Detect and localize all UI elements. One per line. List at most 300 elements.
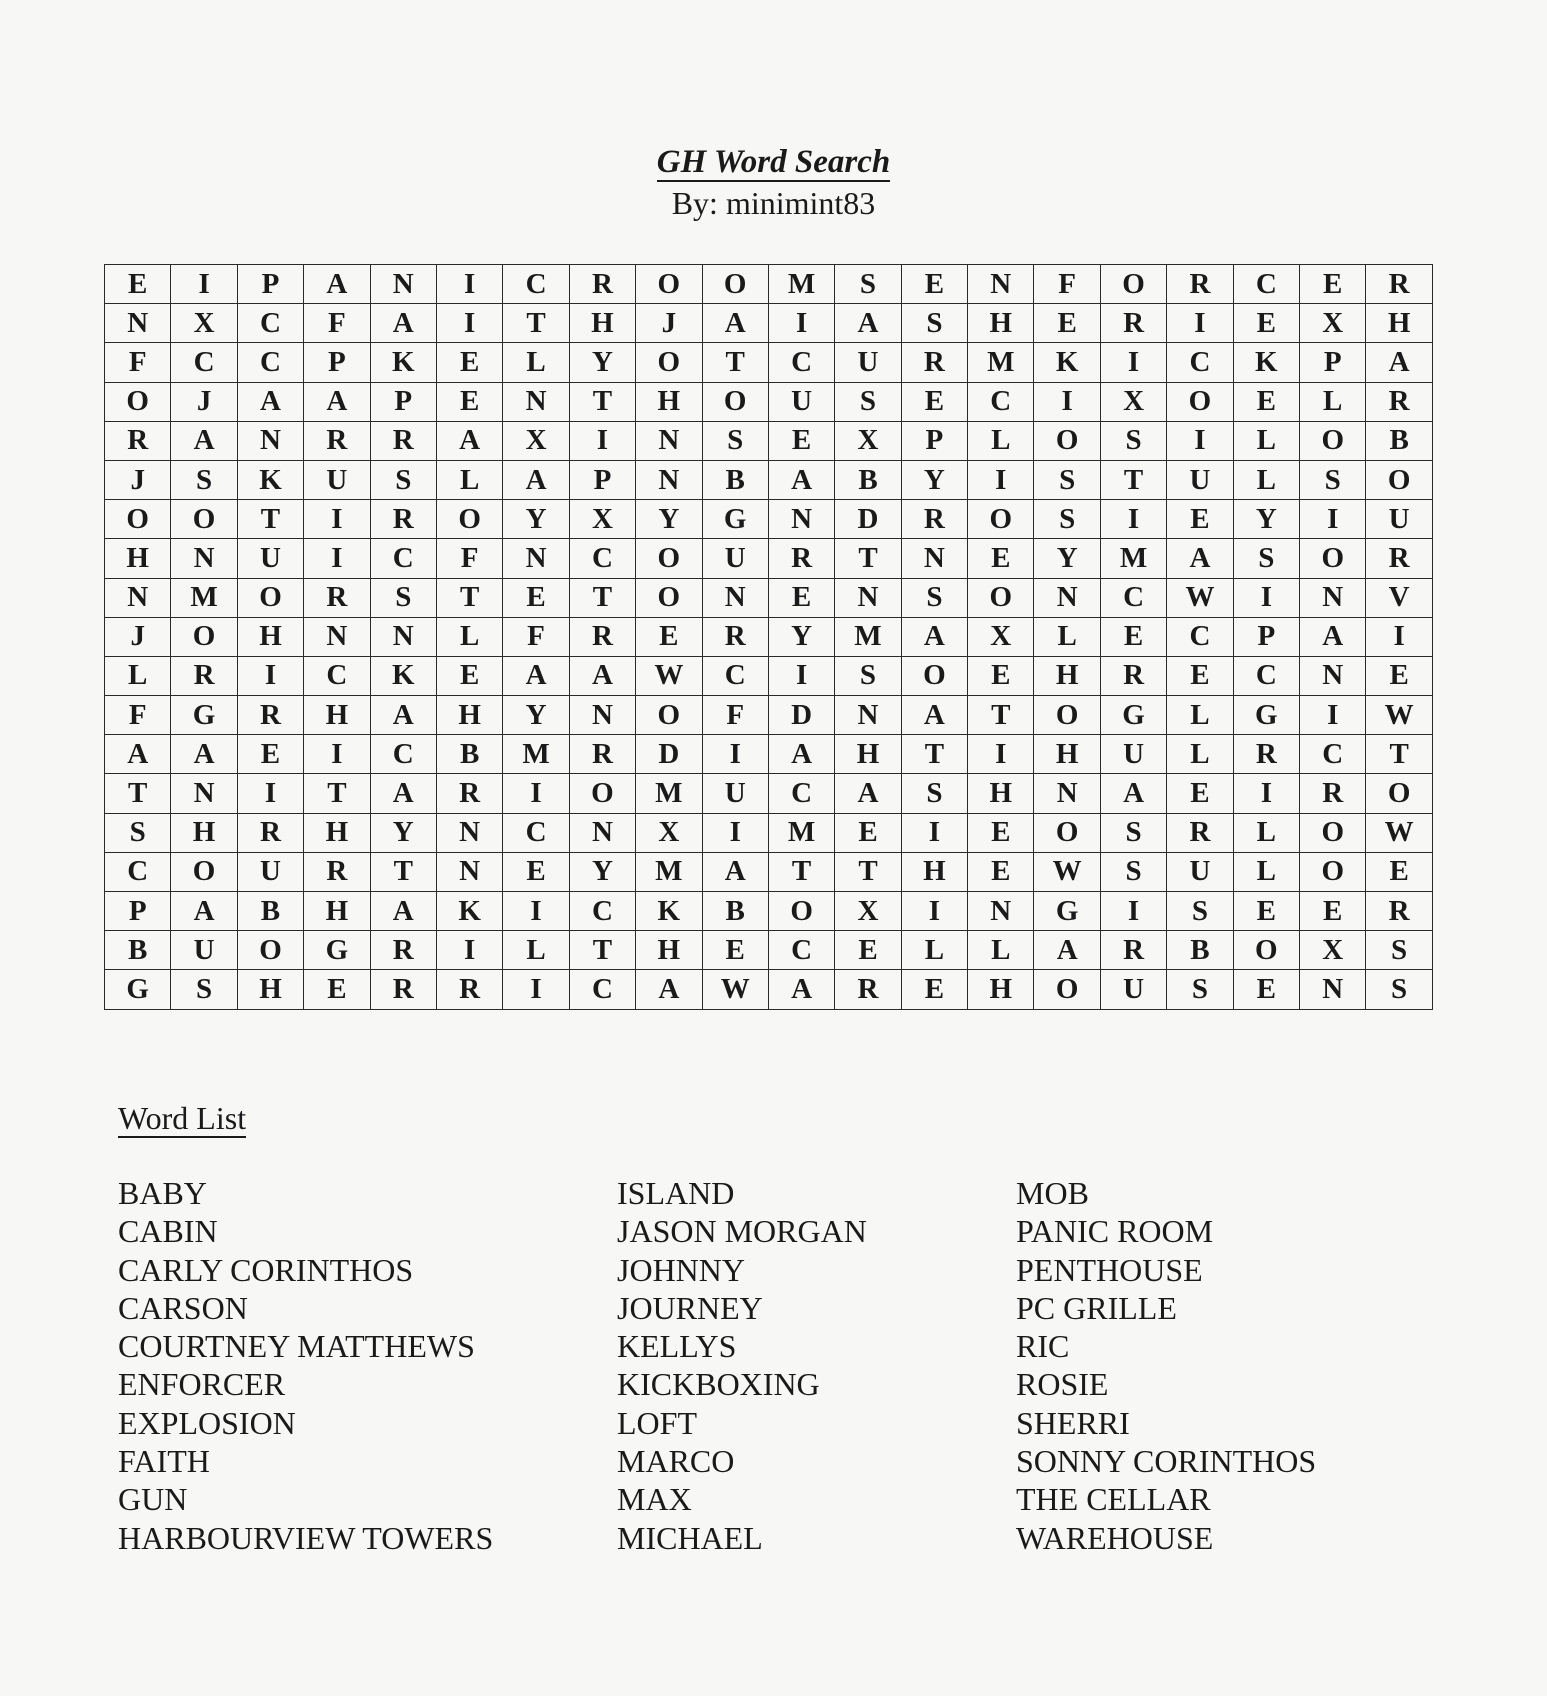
grid-cell: A: [636, 970, 702, 1009]
grid-cell: E: [1167, 774, 1233, 813]
grid-row: [105, 617, 1433, 656]
grid-cell: T: [503, 304, 569, 343]
grid-cell: O: [1167, 382, 1233, 421]
grid-cell: R: [304, 852, 370, 891]
grid-row: [105, 382, 1433, 421]
grid-cell: N: [1300, 970, 1366, 1009]
grid-cell: N: [901, 539, 967, 578]
grid-cell: I: [304, 539, 370, 578]
grid-cell: E: [768, 578, 834, 617]
grid-cell: C: [768, 931, 834, 970]
grid-cell: S: [171, 460, 237, 499]
grid-cell: U: [835, 343, 901, 382]
grid-cell: R: [436, 970, 502, 1009]
grid-row: [105, 892, 1433, 931]
word-list-item: MAX: [617, 1481, 692, 1518]
grid-cell: Y: [569, 852, 635, 891]
grid-cell: J: [171, 382, 237, 421]
grid-cell: S: [370, 578, 436, 617]
grid-cell: C: [237, 343, 303, 382]
grid-cell: N: [702, 578, 768, 617]
grid-cell: R: [370, 931, 436, 970]
grid-row: [105, 774, 1433, 813]
word-list-item: MARCO: [617, 1443, 735, 1480]
grid-cell: A: [1366, 343, 1432, 382]
word-list-item: PENTHOUSE: [1016, 1251, 1203, 1288]
grid-cell: D: [636, 735, 702, 774]
grid-cell: L: [1167, 696, 1233, 735]
grid-cell: R: [1100, 931, 1166, 970]
word-list-item: ISLAND: [617, 1175, 735, 1211]
grid-cell: C: [768, 343, 834, 382]
grid-cell: S: [1366, 931, 1432, 970]
grid-cell: N: [105, 578, 171, 617]
grid-cell: H: [237, 617, 303, 656]
grid-cell: I: [1300, 500, 1366, 539]
grid-cell: E: [768, 421, 834, 460]
grid-cell: J: [105, 617, 171, 656]
grid-cell: D: [768, 696, 834, 735]
grid-cell: H: [1034, 656, 1100, 695]
grid-cell: P: [304, 343, 370, 382]
grid-cell: X: [968, 617, 1034, 656]
grid-cell: R: [1366, 539, 1432, 578]
letter-grid-table: [104, 264, 1433, 1010]
grid-row: [105, 343, 1433, 382]
grid-cell: E: [237, 735, 303, 774]
grid-cell: R: [569, 265, 635, 304]
grid-row: [105, 735, 1433, 774]
grid-row: [105, 578, 1433, 617]
word-list-item: KICKBOXING: [617, 1366, 820, 1403]
grid-cell: E: [503, 852, 569, 891]
grid-cell: P: [237, 265, 303, 304]
grid-cell: C: [237, 304, 303, 343]
grid-cell: C: [569, 970, 635, 1009]
grid-cell: E: [702, 931, 768, 970]
grid-cell: E: [968, 539, 1034, 578]
grid-cell: E: [436, 656, 502, 695]
grid-cell: R: [569, 735, 635, 774]
grid-cell: H: [171, 813, 237, 852]
grid-cell: R: [1100, 304, 1166, 343]
grid-cell: T: [569, 578, 635, 617]
grid-cell: N: [636, 421, 702, 460]
grid-cell: O: [105, 382, 171, 421]
grid-cell: N: [835, 696, 901, 735]
grid-cell: F: [702, 696, 768, 735]
grid-cell: U: [1100, 970, 1166, 1009]
grid-cell: E: [636, 617, 702, 656]
grid-cell: J: [105, 460, 171, 499]
grid-cell: T: [105, 774, 171, 813]
grid-cell: R: [569, 617, 635, 656]
grid-cell: R: [1366, 892, 1432, 931]
grid-cell: C: [171, 343, 237, 382]
grid-cell: S: [370, 460, 436, 499]
grid-cell: P: [105, 892, 171, 931]
grid-row: [105, 500, 1433, 539]
word-list-item: SHERRI: [1016, 1404, 1130, 1441]
grid-cell: M: [968, 343, 1034, 382]
grid-cell: R: [370, 970, 436, 1009]
grid-cell: C: [702, 656, 768, 695]
grid-cell: I: [968, 735, 1034, 774]
grid-cell: B: [1167, 931, 1233, 970]
word-list-item: LOFT: [617, 1404, 697, 1441]
grid-cell: H: [304, 892, 370, 931]
grid-cell: E: [436, 343, 502, 382]
word-list-item: CARLY CORINTHOS: [118, 1251, 414, 1288]
grid-cell: G: [171, 696, 237, 735]
grid-cell: I: [503, 970, 569, 1009]
grid-cell: N: [171, 774, 237, 813]
word-list-item: COURTNEY MATTHEWS: [118, 1328, 475, 1365]
grid-cell: A: [835, 774, 901, 813]
grid-cell: H: [636, 382, 702, 421]
grid-cell: N: [768, 500, 834, 539]
grid-cell: H: [304, 696, 370, 735]
grid-cell: E: [1233, 970, 1299, 1009]
grid-cell: C: [569, 539, 635, 578]
grid-cell: S: [105, 813, 171, 852]
grid-cell: N: [503, 539, 569, 578]
grid-cell: P: [901, 421, 967, 460]
grid-cell: L: [503, 931, 569, 970]
grid-cell: T: [702, 343, 768, 382]
grid-cell: H: [968, 304, 1034, 343]
word-list-column-3: [1016, 1174, 1316, 1557]
grid-cell: E: [968, 852, 1034, 891]
title-text: GH Word Search: [656, 144, 891, 180]
grid-cell: L: [901, 931, 967, 970]
grid-cell: A: [304, 265, 370, 304]
grid-cell: I: [237, 656, 303, 695]
grid-cell: K: [1233, 343, 1299, 382]
grid-cell: C: [304, 656, 370, 695]
grid-cell: U: [702, 774, 768, 813]
grid-cell: I: [901, 892, 967, 931]
grid-cell: G: [304, 931, 370, 970]
grid-cell: H: [901, 852, 967, 891]
grid-cell: B: [702, 892, 768, 931]
grid-cell: O: [968, 500, 1034, 539]
grid-cell: L: [1233, 852, 1299, 891]
grid-cell: A: [1034, 931, 1100, 970]
grid-cell: O: [1034, 696, 1100, 735]
grid-cell: N: [569, 813, 635, 852]
grid-cell: A: [436, 421, 502, 460]
grid-cell: A: [503, 656, 569, 695]
worksheet-title: [0, 142, 1547, 182]
grid-cell: O: [436, 500, 502, 539]
grid-cell: I: [1167, 421, 1233, 460]
grid-cell: E: [1100, 617, 1166, 656]
grid-cell: O: [702, 265, 768, 304]
grid-cell: R: [171, 656, 237, 695]
grid-cell: O: [171, 852, 237, 891]
word-list-item: GUN: [118, 1481, 188, 1518]
grid-cell: O: [237, 578, 303, 617]
grid-cell: T: [1366, 735, 1432, 774]
grid-row: [105, 421, 1433, 460]
grid-cell: X: [569, 500, 635, 539]
grid-cell: O: [901, 656, 967, 695]
grid-cell: D: [835, 500, 901, 539]
grid-cell: Y: [768, 617, 834, 656]
grid-cell: S: [1034, 500, 1100, 539]
grid-cell: C: [370, 539, 436, 578]
grid-cell: S: [835, 382, 901, 421]
grid-cell: C: [105, 852, 171, 891]
grid-cell: X: [636, 813, 702, 852]
grid-cell: Y: [370, 813, 436, 852]
grid-cell: T: [237, 500, 303, 539]
grid-cell: A: [768, 735, 834, 774]
grid-cell: E: [835, 813, 901, 852]
grid-cell: I: [1100, 500, 1166, 539]
grid-cell: X: [171, 304, 237, 343]
grid-cell: R: [768, 539, 834, 578]
grid-cell: C: [768, 774, 834, 813]
grid-cell: M: [503, 735, 569, 774]
grid-cell: X: [835, 892, 901, 931]
word-list-item: THE CELLAR: [1016, 1481, 1211, 1518]
grid-cell: U: [237, 539, 303, 578]
grid-cell: I: [768, 656, 834, 695]
grid-cell: V: [1366, 578, 1432, 617]
grid-cell: O: [768, 892, 834, 931]
grid-cell: X: [503, 421, 569, 460]
grid-cell: E: [1167, 656, 1233, 695]
grid-cell: E: [105, 265, 171, 304]
grid-cell: N: [436, 813, 502, 852]
grid-cell: O: [1233, 931, 1299, 970]
grid-cell: O: [636, 265, 702, 304]
grid-cell: E: [1233, 892, 1299, 931]
grid-cell: T: [304, 774, 370, 813]
grid-cell: I: [237, 774, 303, 813]
grid-cell: K: [1034, 343, 1100, 382]
grid-cell: I: [436, 265, 502, 304]
grid-cell: B: [436, 735, 502, 774]
grid-cell: I: [503, 774, 569, 813]
grid-cell: E: [901, 382, 967, 421]
grid-cell: R: [304, 578, 370, 617]
grid-cell: E: [1366, 656, 1432, 695]
grid-cell: A: [105, 735, 171, 774]
grid-cell: E: [901, 265, 967, 304]
grid-cell: O: [1034, 813, 1100, 852]
grid-cell: C: [503, 265, 569, 304]
grid-cell: R: [370, 500, 436, 539]
grid-cell: N: [835, 578, 901, 617]
grid-cell: S: [1366, 970, 1432, 1009]
grid-cell: R: [1100, 656, 1166, 695]
grid-cell: C: [569, 892, 635, 931]
grid-cell: R: [835, 970, 901, 1009]
grid-cell: M: [636, 774, 702, 813]
grid-cell: S: [1100, 852, 1166, 891]
grid-cell: T: [370, 852, 436, 891]
grid-row: [105, 539, 1433, 578]
grid-cell: R: [370, 421, 436, 460]
grid-cell: K: [436, 892, 502, 931]
word-list-item: MICHAEL: [617, 1519, 763, 1556]
grid-cell: M: [768, 265, 834, 304]
grid-cell: G: [105, 970, 171, 1009]
grid-cell: I: [1100, 892, 1166, 931]
grid-cell: F: [304, 304, 370, 343]
grid-cell: S: [1233, 539, 1299, 578]
grid-cell: A: [1100, 774, 1166, 813]
grid-cell: E: [968, 813, 1034, 852]
grid-cell: T: [768, 852, 834, 891]
grid-cell: M: [1100, 539, 1166, 578]
grid-cell: N: [1034, 578, 1100, 617]
grid-cell: G: [702, 500, 768, 539]
grid-cell: L: [968, 931, 1034, 970]
grid-cell: I: [1233, 774, 1299, 813]
word-list-column-2: [617, 1174, 867, 1557]
grid-cell: G: [1100, 696, 1166, 735]
grid-cell: A: [901, 696, 967, 735]
grid-cell: A: [370, 774, 436, 813]
word-list-item: CABIN: [118, 1213, 218, 1250]
word-list-item: WAREHOUSE: [1016, 1519, 1214, 1556]
grid-cell: L: [1233, 813, 1299, 852]
grid-cell: R: [105, 421, 171, 460]
grid-cell: S: [1167, 892, 1233, 931]
grid-cell: I: [1034, 382, 1100, 421]
grid-cell: H: [968, 774, 1034, 813]
grid-cell: G: [1034, 892, 1100, 931]
grid-cell: E: [304, 970, 370, 1009]
grid-cell: O: [1100, 265, 1166, 304]
grid-cell: H: [835, 735, 901, 774]
grid-cell: H: [636, 931, 702, 970]
grid-cell: S: [901, 304, 967, 343]
grid-cell: O: [636, 578, 702, 617]
grid-row: [105, 970, 1433, 1009]
grid-cell: L: [1034, 617, 1100, 656]
grid-cell: Y: [636, 500, 702, 539]
grid-cell: R: [237, 813, 303, 852]
grid-cell: L: [503, 343, 569, 382]
grid-cell: A: [171, 735, 237, 774]
grid-row: [105, 304, 1433, 343]
grid-cell: I: [702, 813, 768, 852]
word-list-item: FAITH: [118, 1443, 210, 1480]
grid-cell: H: [105, 539, 171, 578]
grid-cell: A: [304, 382, 370, 421]
grid-cell: E: [1366, 852, 1432, 891]
grid-cell: H: [1366, 304, 1432, 343]
grid-cell: H: [304, 813, 370, 852]
grid-cell: R: [1167, 813, 1233, 852]
grid-cell: A: [370, 696, 436, 735]
grid-cell: A: [370, 304, 436, 343]
grid-row: [105, 656, 1433, 695]
grid-cell: X: [1300, 304, 1366, 343]
grid-cell: C: [1300, 735, 1366, 774]
grid-cell: I: [436, 931, 502, 970]
grid-cell: A: [370, 892, 436, 931]
grid-cell: R: [304, 421, 370, 460]
grid-cell: W: [1366, 813, 1432, 852]
grid-cell: B: [105, 931, 171, 970]
grid-cell: A: [702, 852, 768, 891]
grid-cell: O: [1300, 813, 1366, 852]
grid-cell: W: [1366, 696, 1432, 735]
grid-cell: H: [436, 696, 502, 735]
grid-cell: S: [1100, 813, 1166, 852]
grid-cell: O: [1300, 421, 1366, 460]
grid-cell: R: [901, 343, 967, 382]
grid-cell: R: [901, 500, 967, 539]
grid-cell: E: [1167, 500, 1233, 539]
grid-cell: A: [569, 656, 635, 695]
grid-cell: M: [171, 578, 237, 617]
grid-cell: Y: [503, 500, 569, 539]
grid-cell: O: [636, 343, 702, 382]
grid-cell: W: [1034, 852, 1100, 891]
grid-cell: U: [1366, 500, 1432, 539]
grid-cell: A: [171, 421, 237, 460]
grid-cell: H: [1034, 735, 1100, 774]
grid-cell: A: [1300, 617, 1366, 656]
grid-cell: P: [569, 460, 635, 499]
grid-cell: U: [171, 931, 237, 970]
grid-cell: Y: [1034, 539, 1100, 578]
grid-cell: A: [901, 617, 967, 656]
grid-cell: F: [1034, 265, 1100, 304]
grid-cell: E: [1300, 892, 1366, 931]
grid-cell: C: [1100, 578, 1166, 617]
grid-cell: S: [702, 421, 768, 460]
grid-cell: K: [370, 656, 436, 695]
grid-cell: W: [1167, 578, 1233, 617]
grid-cell: C: [1167, 343, 1233, 382]
word-list-heading-text: Word List: [118, 1100, 247, 1136]
grid-cell: I: [304, 500, 370, 539]
grid-cell: Y: [569, 343, 635, 382]
grid-cell: S: [835, 265, 901, 304]
grid-cell: N: [304, 617, 370, 656]
grid-cell: S: [171, 970, 237, 1009]
grid-cell: T: [968, 696, 1034, 735]
grid-cell: X: [835, 421, 901, 460]
grid-cell: A: [503, 460, 569, 499]
grid-cell: N: [436, 852, 502, 891]
grid-cell: O: [237, 931, 303, 970]
grid-cell: A: [768, 460, 834, 499]
grid-cell: C: [1233, 265, 1299, 304]
grid-cell: I: [569, 421, 635, 460]
grid-row: [105, 460, 1433, 499]
grid-cell: P: [370, 382, 436, 421]
grid-cell: U: [1167, 460, 1233, 499]
grid-cell: T: [835, 539, 901, 578]
grid-cell: S: [901, 774, 967, 813]
grid-cell: H: [569, 304, 635, 343]
grid-cell: I: [436, 304, 502, 343]
word-list-item: JASON MORGAN: [617, 1213, 867, 1250]
grid-cell: I: [968, 460, 1034, 499]
grid-cell: E: [1233, 382, 1299, 421]
grid-cell: R: [1300, 774, 1366, 813]
grid-cell: B: [835, 460, 901, 499]
